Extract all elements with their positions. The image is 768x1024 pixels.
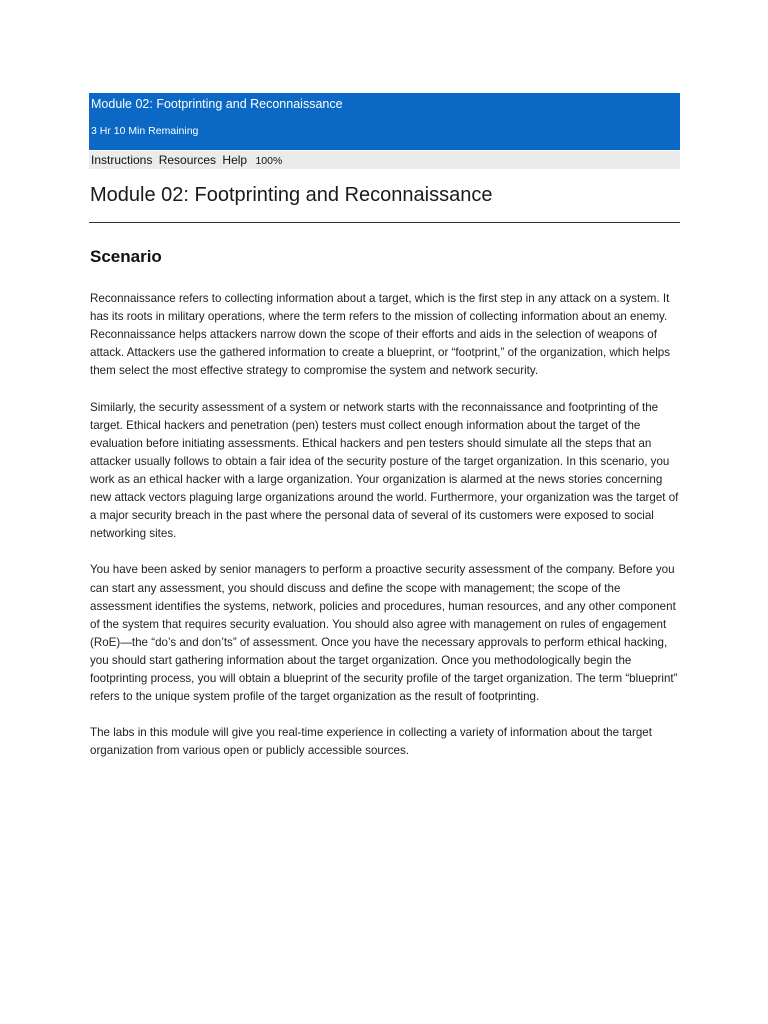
title-divider (89, 222, 680, 223)
menu-item-help[interactable]: Help (222, 153, 248, 167)
section-heading-scenario: Scenario (90, 247, 162, 266)
time-remaining-text: 3 Hr 10 Min Remaining (91, 125, 199, 137)
scenario-content (90, 290, 682, 779)
menu-bar (89, 151, 680, 169)
menu-item-resources[interactable]: Resources (158, 153, 217, 167)
module-header-bar (89, 93, 680, 150)
zoom-level[interactable]: 100% (255, 155, 283, 167)
menu-item-instructions[interactable]: Instructions (91, 153, 153, 167)
page-title: Module 02: Footprinting and Reconnaissance (90, 184, 493, 206)
module-header-title: Module 02: Footprinting and Reconnaissance (91, 97, 343, 111)
scenario-paragraph: The labs in this module will give you real-time experience in collecting a variety of information about the target organization from various open or publicly accessible sources. (90, 726, 652, 758)
scenario-paragraph: Similarly, the security assessment of a system or network starts with the reconnaissance and footprinting of the target. Ethical hackers and penetration (pen) testers must collect enough information about the target of the evaluation before initiating assessments. Ethical hackers and pen testers should simulate all the steps that an attacker usually follows to obtain a fair idea of the security posture of the target organization. In this scenario, you work as an ethical hacker with a large organization. Your organization is alarmed at the news stories concerning new attack vectors plaguing large organizations around the world. Furthermore, your organization was the target of a major security breach in the past where the personal data of several of its customers were exposed to social networking sites. (90, 400, 679, 541)
scenario-paragraph: You have been asked by senior managers to perform a proactive security assessment of the company. Before you can start any assessment, you should discuss and define the scope with management; the scope of the assessment identifies the systems, network, policies and procedures, human resources, and any other component of the system that requires security evaluation. You should also agree with management on rules of engagement (RoE)—the “do’s and don’ts” of assessment. Once you have the necessary approvals to perform ethical hacking, you should start gathering information about the target organization. Once you methodologically begin the footprinting process, you will obtain a blueprint of the security profile of the target organization. The term “blueprint” refers to the unique system profile of the target organization as the result of footprinting. (90, 563, 678, 704)
scenario-paragraph: Reconnaissance refers to collecting information about a target, which is the first step in any attack on a system. It has its roots in military operations, where the term refers to the mission of collecting information about an enemy. Reconnaissance helps attackers narrow down the scope of their efforts and aids in the selection of weapons of attack. Attackers use the gathered information to create a blueprint, or “footprint,” of the organization, which helps them select the most effective strategy to compromise the system and network security. (90, 292, 671, 378)
